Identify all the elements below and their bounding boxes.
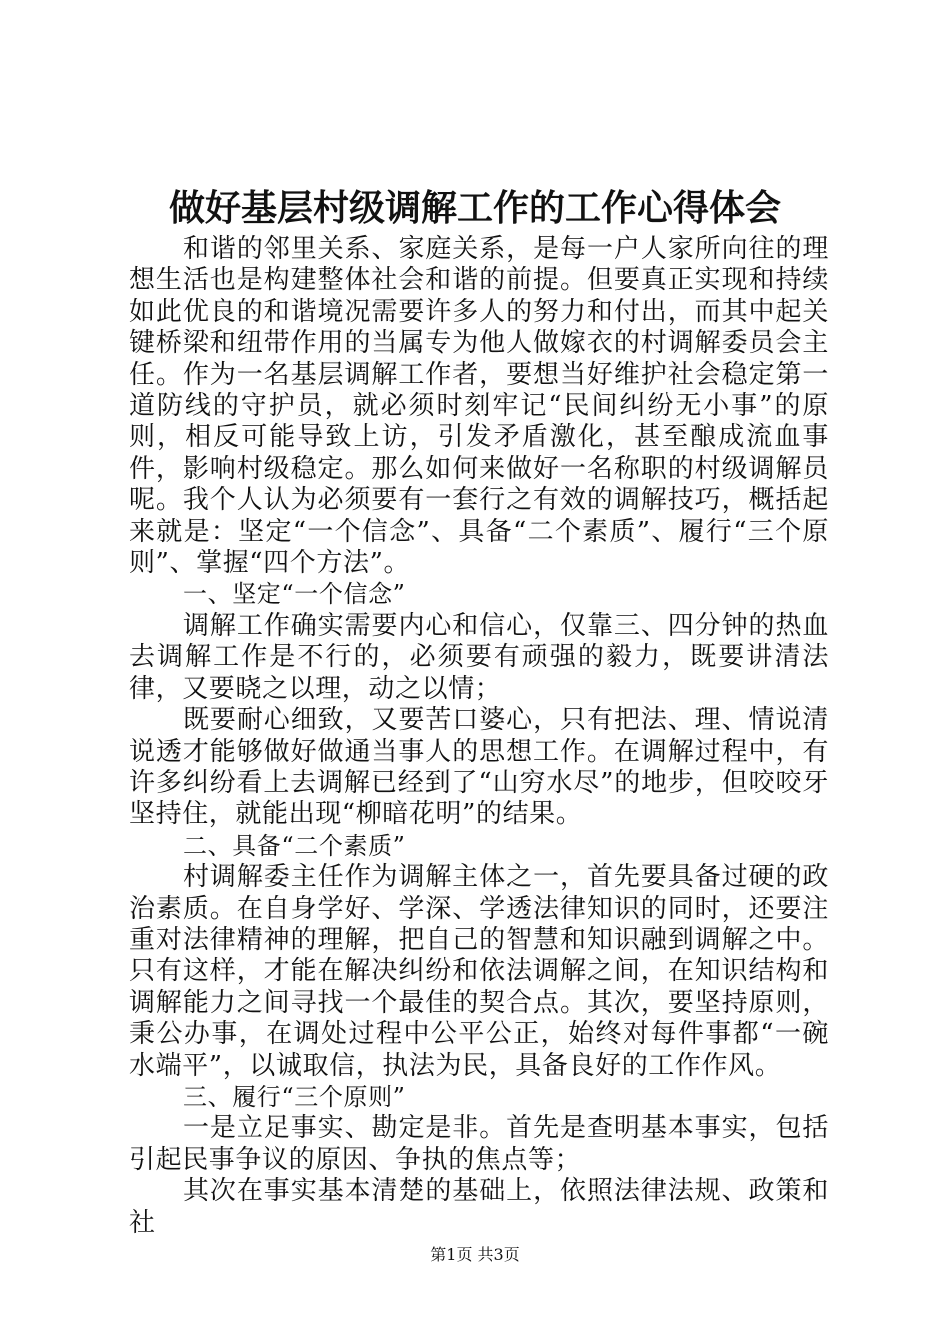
paragraph: 既要耐心细致，又要苦口婆心，只有把法、理、情说清说透才能够做好做通当事人的思想工作。在调解过程中，有许多纠纷看上去调解已经到了“山穷水尽”的地步，但咬咬牙坚持住，就能出现“柳暗花明”的结果。 [129, 705, 829, 830]
section-heading: 二、具备“二个素质” [183, 831, 406, 860]
section-heading: 一、坚定“一个信念” [183, 580, 406, 609]
paragraph: 调解工作确实需要内心和信心，仅靠三、四分钟的热血去调解工作是不行的，必须要有顽强的毅力，既要讲清法律，又要晓之以理，动之以情； [129, 610, 829, 704]
paragraph: 一是立足事实、勘定是非。首先是查明基本事实，包括引起民事争议的原因、争执的焦点等； [129, 1113, 829, 1175]
document-title: 做好基层村级调解工作的工作心得体会 [168, 187, 781, 229]
paragraph: 和谐的邻里关系、家庭关系，是每一户人家所向往的理想生活也是构建整体社会和谐的前提。但要真正实现和持续如此优良的和谐境况需要许多人的努力和付出，而其中起关键桥梁和纽带作用的当属专为他人做嫁衣的村调解委员会主任。作为一名基层调解工作者，要想当好维护社会稳定第一道防线的守护员，就必须时刻牢记“民间纠纷无小事”的原则，相反可能导致上访，引发矛盾激化，甚至酿成流血事件，影响村级稳定。那么如何来做好一名称职的村级调解员呢。我个人认为必须要有一套行之有效的调解技巧，概括起来就是：坚定“一个信念”、具备“二个素质”、履行“三个原则”、掌握“四个方法”。 [129, 234, 829, 579]
page-footer: 第1页 共3页 [430, 1245, 520, 1264]
section-heading: 三、履行“三个原则” [183, 1082, 406, 1111]
document-body [129, 234, 829, 1239]
paragraph: 其次在事实基本清楚的基础上，依照法律法规、政策和社 [129, 1176, 829, 1238]
paragraph: 村调解委主任作为调解主体之一，首先要具备过硬的政治素质。在自身学好、学深、学透法律知识的同时，还要注重对法律精神的理解，把自己的智慧和知识融到调解之中。只有这样，才能在解决纠纷和依法调解之间，在知识结构和调解能力之间寻找一个最佳的契合点。其次，要坚持原则，秉公办事，在调处过程中公平公正，始终对每件事都“一碗水端平”，以诚取信，执法为民，具备良好的工作作风。 [129, 862, 829, 1081]
